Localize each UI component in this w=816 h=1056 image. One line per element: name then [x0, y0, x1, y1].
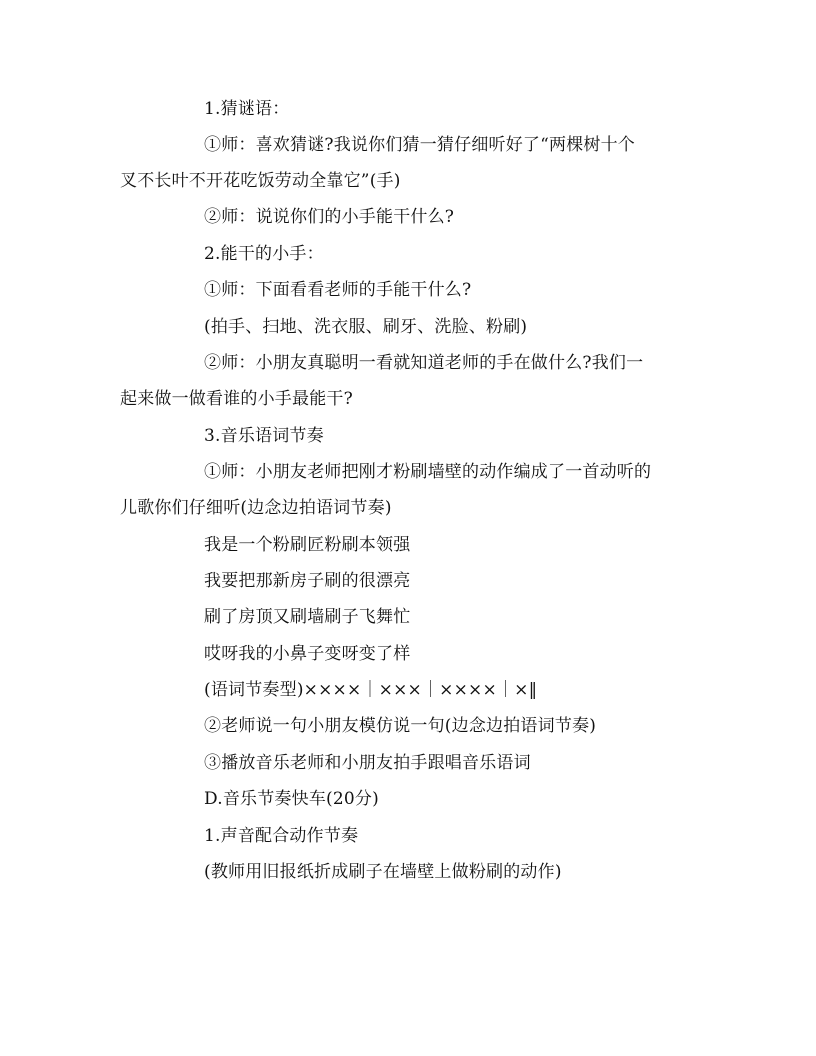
song-line: 我是一个粉刷匠粉刷本领强: [204, 535, 411, 555]
paragraph-line: ①师：小朋友老师把刚才粉刷墙壁的动作编成了一首动听的: [204, 462, 652, 482]
heading-sound-action: 1.声音配合动作节奏: [204, 826, 359, 846]
paragraph-line: (教师用旧报纸折成刷子在墙壁上做粉刷的动作): [204, 862, 562, 882]
paragraph-line: ②师：说说你们的小手能干什么?: [204, 207, 455, 227]
paragraph-line: ①师：下面看看老师的手能干什么?: [204, 280, 472, 300]
song-line: 刷了房顶又刷墙刷子飞舞忙: [204, 607, 411, 627]
paragraph-line: 儿歌你们仔细听(边念边拍语词节奏): [120, 498, 392, 518]
rhythm-pattern: (语词节奏型)××××｜×××｜××××｜×‖: [204, 680, 538, 700]
paragraph-line: (拍手、扫地、洗衣服、刷牙、洗脸、粉刷): [204, 317, 528, 337]
paragraph-line: ①师：喜欢猜谜?我说你们猜一猜仔细听好了“两棵树十个: [204, 135, 636, 155]
paragraph-line: ②师：小朋友真聪明一看就知道老师的手在做什么?我们一: [204, 353, 644, 373]
paragraph-line: ③播放音乐老师和小朋友拍手跟唱音乐语词: [204, 753, 531, 773]
heading-capable-hands: 2.能干的小手：: [204, 244, 324, 264]
heading-rhythm-train: D.音乐节奏快车(20分): [204, 789, 379, 809]
song-line: 我要把那新房子刷的很漂亮: [204, 571, 411, 591]
heading-music-rhythm: 3.音乐语词节奏: [204, 426, 324, 446]
heading-guess-riddle: 1.猜谜语：: [204, 99, 290, 119]
paragraph-line: 叉不长叶不开花吃饭劳动全靠它”(手): [120, 171, 401, 191]
song-line: 哎呀我的小鼻子变呀变了样: [204, 644, 411, 664]
paragraph-line: ②老师说一句小朋友模仿说一句(边念边拍语词节奏): [204, 716, 597, 736]
paragraph-line: 起来做一做看谁的小手最能干?: [120, 389, 353, 409]
